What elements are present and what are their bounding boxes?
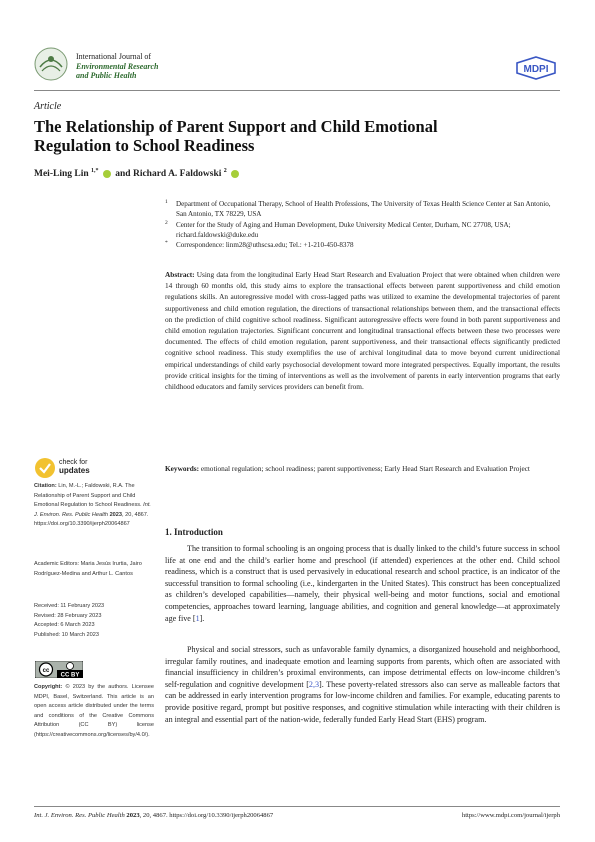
- orcid-icon[interactable]: [231, 170, 239, 178]
- paragraph-text: Physical and social stressors, such as unfavorable family dynamics, a disorganized household and neighborhood, irregular family routines, and inadequate emotion and learning supports from parents, which often are associated with financial insufficiency in children’s proximal environments, can impose detrimental effects on low-income children’s self-regulation and cognitive development [: [165, 645, 560, 689]
- citation-journal: Int. J. Environ. Res. Public Health: [34, 502, 151, 518]
- citation-text: Lin, M.-L.; Faldowski, R.A. The Relationship of Parent Support and Child Emotional Regulation to School Readiness.: [34, 483, 142, 509]
- mdpi-logo: [515, 56, 557, 80]
- page-footer: [34, 812, 560, 819]
- footer-journal: Int. J. Environ. Res. Public Health: [34, 812, 125, 819]
- abstract: [165, 269, 560, 392]
- paragraph: [165, 543, 560, 624]
- footer-citation: [34, 812, 273, 819]
- footer-doi[interactable]: , 20, 4867. https://doi.org/10.3390/ijerph20064867: [139, 812, 274, 819]
- orcid-icon[interactable]: [103, 170, 111, 178]
- author-list: [34, 168, 241, 179]
- affiliation-text: Correspondence: linm28@uthscsa.edu; Tel.: +1-210-450-8378: [176, 241, 354, 250]
- abstract-label: Abstract:: [165, 270, 195, 279]
- article-type: Article: [34, 101, 62, 112]
- journal-name-line2: Environmental Research: [76, 61, 159, 71]
- affiliation-number: 1: [165, 199, 168, 205]
- history-dates: [34, 602, 154, 640]
- citation-link[interactable]: 1: [195, 613, 200, 623]
- journal-logo-icon: [34, 47, 68, 81]
- author-affiliation-sup: 2: [223, 168, 227, 174]
- affiliation-item: [165, 220, 560, 241]
- academic-editors: Academic Editors: Maria Jesús Irurtia, Jairo Rodríguez-Medina and Arthur L. Cantos: [34, 561, 142, 577]
- affiliation-text: Center for the Study of Aging and Human Development, Duke University Medical Center, Durham, NC 27708, USA; richard.faldowski@duke.edu: [176, 220, 511, 239]
- cc-text: CC BY: [60, 672, 80, 678]
- check-for-updates-badge[interactable]: [34, 457, 114, 479]
- abstract-text: Using data from the longitudinal Early Head Start Research and Evaluation Project that were obtained when children were 14 through 60 months old, this study aims to explore the transactional effects between parent supportiveness and child emotion regulations skills. An autoregressive model with cross-lagged paths was utilized to examine the developmental trajectories of parent supportiveness and child emotion regulation, the directions of transactional relationships between them, and the transactional effects on the prediction of child cognitive school readiness. Significant autoregressive effects were found in both parent supportiveness and child emotion regulation trajectories. Significant concurrent and longitudinal transactional effects between these two processes were documented. The effects of child emotion regulation, parent supportiveness, and their transactional effects significantly predicted cognitive school readiness. This study exemplifies the use of archival longitudinal data to move beyond current unidirectional empirical understandings of child early psychosocial development toward more integrated perspectives. Equally important, the results provide critical insights for the timing of interventions as well as the involvement of parents in early intervention programs that early childhood educators and family services providers can benefit from.: [165, 270, 560, 392]
- citation-year: 2023: [109, 511, 123, 518]
- affiliation-item: [165, 240, 560, 250]
- paragraph: [165, 644, 560, 725]
- author-affiliation-sup: 1,*: [91, 168, 99, 174]
- author-conjunction: and: [115, 169, 131, 180]
- footer-url[interactable]: https://www.mdpi.com/journal/ijerph: [461, 812, 560, 819]
- header-rule: [34, 90, 560, 91]
- section-heading: 1. Introduction: [165, 527, 223, 537]
- keywords-label: Keywords:: [165, 464, 200, 473]
- author-name[interactable]: Mei-Ling Lin: [34, 169, 89, 180]
- svg-text:cc: cc: [42, 668, 50, 674]
- copyright-label: Copyright:: [34, 684, 63, 690]
- copyright-text: © 2023 by the authors. Licensee MDPI, Basel, Switzerland. This article is an open access article distributed under the terms and conditions of the Creative Commons Attribution (CC BY) license (https://creativecommons.org/licenses/by/4.0/).: [34, 684, 155, 738]
- check-updates-line1: check for: [59, 459, 88, 466]
- footer-year: 2023: [126, 812, 140, 819]
- journal-name-line1: International Journal of: [76, 52, 152, 61]
- paragraph-text: The transition to formal schooling is an ongoing process that is dually linked to the child’s future success in school life at one end and the child’s earlier home and preschool (if attended) experiences at the other end. Child school readiness, which is a construct that is used pervasively in educational research and school practice, is an indicator of the successful transition to formal schooling (i.e., kindergarten in the United States). This construct has been conceptualized as children’s developed capabilities—namely, their physical well-being and motor functions, social and emotional competencies, approaches toward learning, language abilities, and cognition and general knowledge—at approximately age five [: [165, 544, 560, 623]
- affiliations: [165, 199, 560, 250]
- footer-rule: [34, 806, 560, 807]
- paragraph-text: ].: [199, 613, 205, 623]
- paragraph-text: ]. These poverty-related stressors also can serve as malleable factors that can be addressed in early intervention programs for low-income children and families. For example, educating parents to provide positive regard, prompt but positive responses, and cognitive stimulation while interacting with their children is an integral and essential part of the nation-wide, federally funded Early Head Start (EHS) program.: [165, 679, 560, 724]
- journal-name-line3: and Public Health: [76, 71, 137, 80]
- affiliation-number: *: [165, 240, 168, 247]
- citation-label: Citation:: [34, 483, 57, 489]
- mdpi-logo-text: MDPI: [523, 64, 549, 75]
- check-updates-icon: [34, 457, 56, 479]
- citation-block: [34, 482, 154, 530]
- keywords-text: emotional regulation; school readiness; parent supportiveness; Early Head Start Research and Evaluation Project: [200, 464, 530, 473]
- journal-name: [76, 52, 158, 81]
- check-updates-line2: updates: [59, 466, 90, 475]
- keywords: [165, 463, 560, 474]
- copyright-block: [34, 683, 154, 741]
- accepted-date: Accepted: 6 March 2023: [34, 622, 95, 629]
- received-date: Received: 11 February 2023: [34, 603, 105, 609]
- citation-link[interactable]: 2,3: [308, 679, 320, 689]
- affiliation-number: 2: [165, 219, 168, 226]
- author-name[interactable]: Richard A. Faldowski: [132, 169, 222, 180]
- affiliation-text: Department of Occupational Therapy, School of Health Professions, The University of Texas Health Science Center at San Antonio, San Antonio, TX 78229, USA: [176, 200, 551, 219]
- citation-doi[interactable]: , 20, 4867. https://doi.org/10.3390/ijerph20064867: [34, 511, 149, 528]
- published-date: Published: 10 March 2023: [34, 631, 99, 638]
- cc-license-icon[interactable]: [35, 661, 83, 678]
- revised-date: Revised: 28 February 2023: [34, 612, 102, 619]
- page-title: The Relationship of Parent Support and Child Emotional Regulation to School Readiness: [34, 117, 438, 155]
- affiliation-item: [165, 199, 560, 220]
